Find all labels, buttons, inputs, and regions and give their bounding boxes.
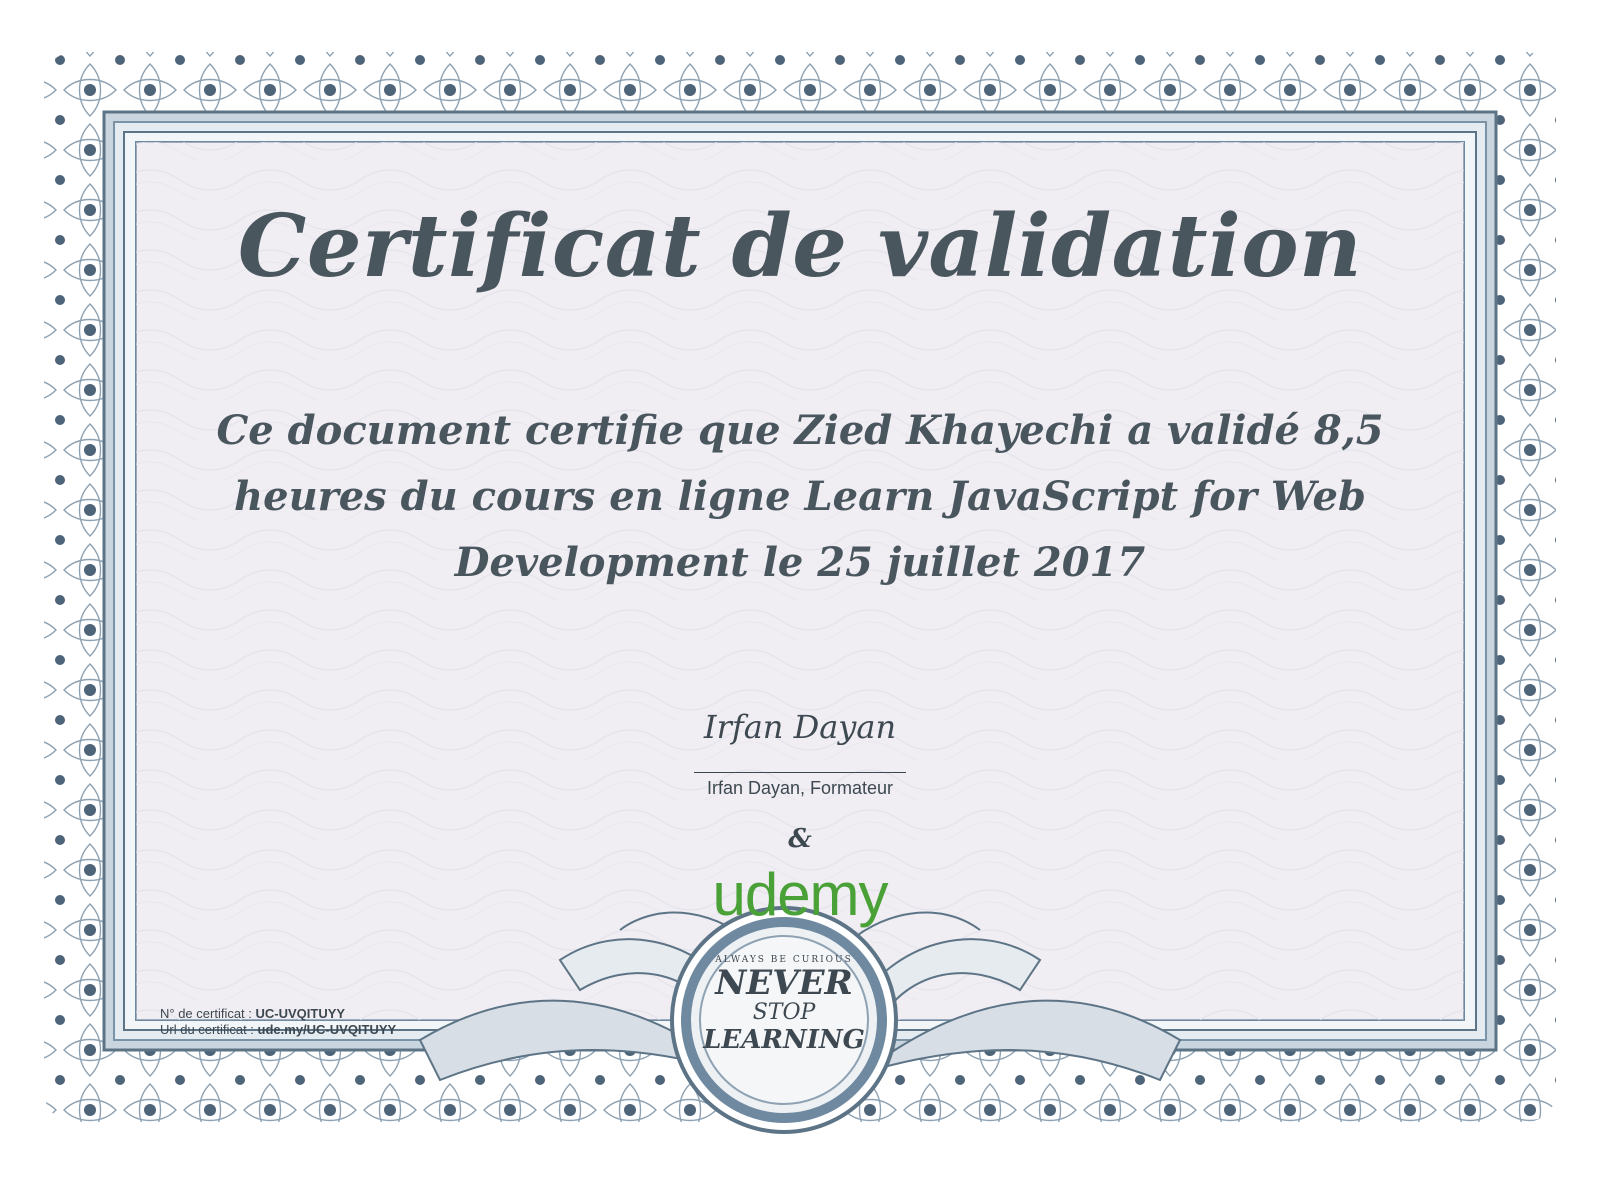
cert-url-link[interactable]: ude.my/UC-UVQITUYY [257, 1022, 397, 1037]
signature-line [694, 772, 906, 773]
seal-line-never: NEVER [715, 963, 853, 1003]
cert-url-label: Url du certificat : [160, 1022, 258, 1037]
cert-number: UC-UVQITUYY [255, 1006, 346, 1021]
seal-top-text: ALWAYS BE CURIOUS [715, 955, 853, 965]
signature-caption: Irfan Dayan, Formateur [706, 778, 894, 798]
seal-line-stop: STOP [752, 1000, 816, 1025]
ampersand: & [788, 824, 812, 854]
cert-url-row [160, 1022, 396, 1038]
cert-number-row [160, 1006, 396, 1022]
udemy-logo: udemy [712, 861, 888, 928]
signature: Irfan Dayan [703, 708, 897, 746]
seal-line-learning: LEARNING [703, 1025, 865, 1055]
seal-text [684, 955, 884, 1055]
certificate-title: Certificat de validation [237, 196, 1363, 297]
cert-number-label: N° de certificat : [160, 1006, 256, 1021]
certificate-info [160, 1006, 396, 1038]
certificate-statement: Ce document certifie que Zied Khayechi a validé 8,5 heures du cours en ligne Learn JavaScript for Web Development le 25 juillet 2017 [216, 407, 1384, 586]
